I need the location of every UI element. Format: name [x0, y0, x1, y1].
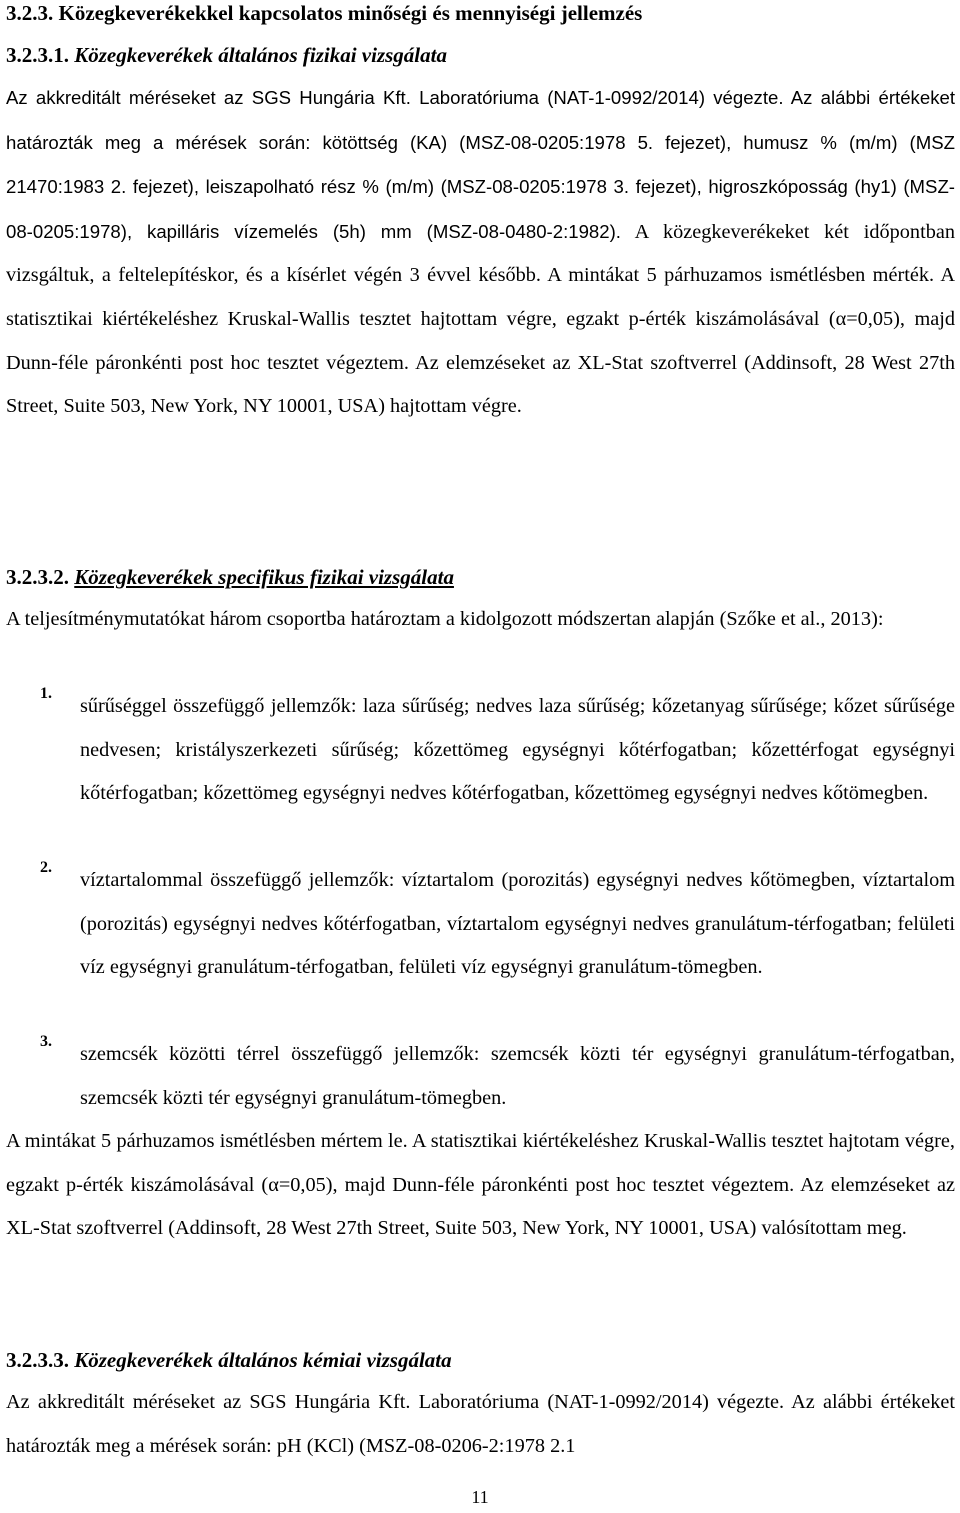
subsection-number: 3.2.3.3. [6, 1348, 69, 1372]
list-item-text: szemcsék közötti térrel összefüggő jellemzők: szemcsék közti tér egységnyi granulátum-térfogatban, szemcsék közti tér egységnyi granulátum-tömegben. [80, 1043, 955, 1109]
subsection-number: 3.2.3.1. [6, 43, 69, 67]
page-number: 11 [471, 1487, 489, 1507]
paragraph-performance-intro: A teljesítménymutatókat három csoportba határoztam a kidolgozott módszertan alapján (Szőke et al., 2013): [6, 608, 884, 630]
paragraph-physical-tests [6, 76, 955, 429]
subsection-heading-1 [6, 42, 956, 68]
list-item [0, 1033, 955, 1120]
paragraph-statistics: A mintákat 5 párhuzamos ismétlésben mértem le. A statisztikai kiértékeléshez Kruskal-Wallis tesztet hajtotam végre, egzakt p-érték kiszámolásával (α=0,05), majd Dunn-féle páronkénti post hoc tesztet végeztem. Az elemzéseket az XL-Stat szoftverrel (Addinsoft, 28 West 27th Street, Suite 503, New York, NY 10001, USA) valósítottam meg. [6, 1130, 955, 1240]
subsection-number: 3.2.3.2. [6, 565, 69, 589]
list-item-text: sűrűséggel összefüggő jellemzők: laza sűrűség; nedves laza sűrűség; kőzetanyag sűrűsége; kőzet sűrűsége nedvesen; kristályszerkezeti sűrűség; kőzettömeg egységnyi kőtérfogatban; kőzettérfogat egységnyi kőtérfogatban; kőzettömeg egységnyi nedves kőtérfogatban, kőzettömeg egységnyi nedves kőtömegben. [80, 695, 955, 805]
subsection-title: Közegkeverékek általános fizikai vizsgálata [74, 43, 447, 67]
paragraph-serif-part: A közegkeverékeket két időpontban vizsgáltuk, a feltelepítéskor, és a kísérlet végén 3 évvel később. A mintákat 5 párhuzamos ismétlésben mérték. A statisztikai kiértékeléshez Kruskal-Wallis tesztet hajtottam végre, egzakt p-érték kiszámolásával (α=0,05), majd Dunn-féle páronkénti post hoc tesztet végeztem. Az elemzéseket az XL-Stat szoftverrel (Addinsoft, 28 West 27th Street, Suite 503, New York, NY 10001, USA) hajtottam végre. [6, 220, 955, 418]
paragraph-sans-part: Az akkreditált méréseket az SGS Hungária Kft. Laboratóriuma (NAT-1-0992/2014) végezte. Az alábbi értékeket határozták meg a mérések során: kötöttség (KA) (MSZ-08-0205:1978 5. fejezet), humusz % (m/m) (MSZ 21470:1983 2. fejezet), leiszapolható rész % (m/m) (MSZ-08-0205:1978 3. fejezet), higroszkóposság (hy1) (MSZ-08-0205:1978), kapilláris vízemelés (5h) mm (MSZ-08-0480-2:1982). [6, 87, 955, 242]
list-item-text: víztartalommal összefüggő jellemzők: víztartalom (porozitás) egységnyi nedves kőtömegben, víztartalom (porozitás) egységnyi nedves kőtérfogatban, víztartalom egységnyi nedves granulátum-térfogatban; felületi víz egységnyi granulátum-térfogatban, felületi víz egységnyi granulátum-tömegben. [80, 869, 955, 979]
subsection-title: Közegkeverékek általános kémiai vizsgálata [74, 1348, 452, 1372]
list-item [0, 685, 955, 859]
paragraph-chemical-tests: Az akkreditált méréseket az SGS Hungária Kft. Laboratóriuma (NAT-1-0992/2014) végezte. Az alábbi értékeket határozták meg a mérések során: pH (KCl) (MSZ-08-0206-2:1978 2.1 [6, 1391, 955, 1457]
list-item-number: 3. [40, 1033, 52, 1050]
list-item-number: 2. [40, 859, 52, 876]
subsection-heading-3 [6, 1347, 956, 1373]
subsection-heading-2 [6, 564, 956, 590]
list-item-number: 1. [40, 685, 52, 702]
subsection-title: Közegkeverékek specifikus fizikai vizsgálata [74, 565, 454, 589]
list-item [0, 859, 955, 1033]
section-heading: 3.2.3. Közegkeverékekkel kapcsolatos minőségi és mennyiségi jellemzés [6, 1, 643, 25]
indicator-list [0, 685, 960, 1120]
